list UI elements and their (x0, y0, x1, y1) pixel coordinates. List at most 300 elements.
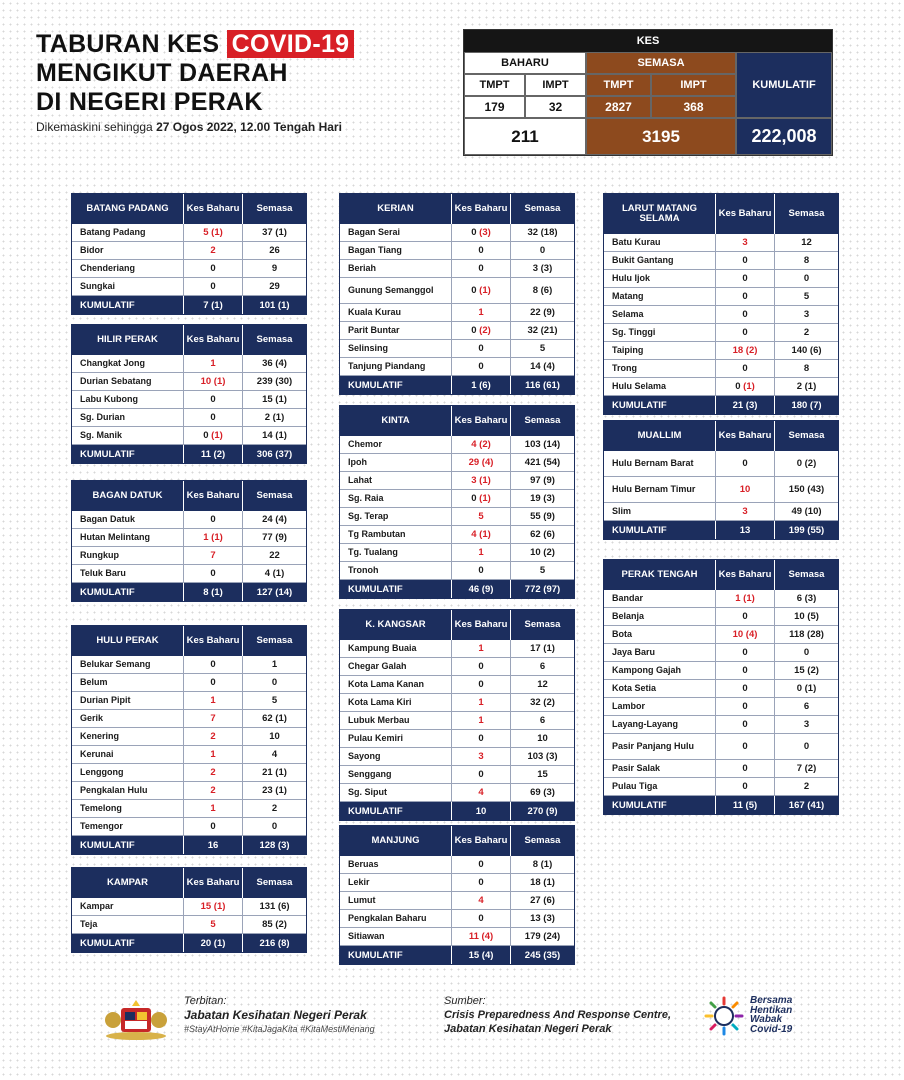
semasa-cell: 55 (9) (530, 511, 555, 522)
source-line-1: Crisis Preparedness And Response Centre, (444, 1009, 672, 1021)
table-row (72, 782, 306, 800)
semasa-cell: 12 (801, 237, 812, 248)
semasa-cell: 23 (1) (262, 785, 287, 796)
area-name: Sg. Siput (340, 784, 452, 801)
area-name: Sg. Manik (72, 427, 184, 444)
kes-baharu-cell (716, 662, 775, 679)
kumulatif-semasa: 245 (35) (524, 949, 561, 961)
semasa-cell: 12 (537, 679, 548, 690)
kes-baharu-value: 2 (210, 245, 216, 256)
semasa-cell: 0 (803, 273, 810, 284)
kes-baharu-cell (452, 874, 511, 891)
kes-baharu-cell (452, 856, 511, 873)
source-line-2: Jabatan Kesihatan Negeri Perak (444, 1023, 612, 1035)
kes-baharu-import: (1) (479, 493, 491, 504)
area-name: Kerunai (72, 746, 184, 763)
summary-baharu-tmpt-label: TMPT (464, 74, 525, 96)
kes-baharu-cell (716, 644, 775, 661)
summary-baharu-impt-label: IMPT (525, 74, 586, 96)
area-name: Changkat Jong (72, 355, 184, 372)
table-row (604, 360, 838, 378)
kumulatif-row (72, 445, 306, 463)
table-row (604, 760, 838, 778)
district-table-batang-padang (71, 193, 307, 315)
kes-baharu-cell (452, 910, 511, 927)
kes-baharu-cell (716, 716, 775, 733)
table-row (604, 252, 838, 270)
kes-baharu-value: 10 (732, 629, 744, 640)
kes-baharu-header: Kes Baharu (184, 481, 243, 511)
table-row (340, 260, 574, 278)
kes-baharu-value: 0 (742, 273, 748, 284)
summary-semasa-total: 3195 (586, 118, 736, 155)
kes-baharu-cell (184, 373, 243, 390)
semasa-cell: 77 (9) (262, 532, 287, 543)
semasa-cell: 26 (269, 245, 280, 256)
kes-baharu-cell (716, 288, 775, 305)
semasa-cell: 0 (1) (796, 683, 817, 694)
kes-baharu-value: 0 (742, 683, 748, 694)
table-row (72, 692, 306, 710)
kes-baharu-value: 1 (210, 749, 216, 760)
kes-baharu-value: 0 (203, 430, 209, 441)
kes-baharu-import: (1) (211, 532, 223, 543)
summary-baharu-header: BAHARU (464, 52, 586, 74)
kes-baharu-value: 0 (478, 361, 484, 372)
semasa-cell: 10 (2) (530, 547, 555, 558)
publisher-label: Terbitan: (184, 995, 227, 1007)
kes-baharu-header: Kes Baharu (716, 421, 775, 451)
kumulatif-semasa: 772 (97) (524, 583, 561, 595)
semasa-header: Semasa (788, 208, 825, 219)
kes-baharu-import: (1) (743, 381, 755, 392)
semasa-cell: 22 (9) (530, 307, 555, 318)
kes-baharu-value: 0 (471, 285, 477, 296)
semasa-cell: 32 (21) (527, 325, 558, 336)
table-header (340, 826, 574, 856)
table-row (604, 778, 838, 796)
kumulatif-semasa: 116 (61) (525, 379, 560, 391)
kes-baharu-value: 10 (739, 484, 751, 495)
area-name: Hulu Selama (604, 378, 716, 395)
kes-baharu-cell (452, 526, 511, 543)
kes-baharu-value: 11 (468, 931, 479, 942)
semasa-cell: 10 (537, 733, 548, 744)
table-row (340, 694, 574, 712)
kes-baharu-value: 0 (471, 227, 477, 238)
hashtags: #StayAtHome #KitaJagaKita #KitaMestiMenang (184, 1024, 375, 1034)
semasa-cell: 17 (1) (530, 643, 555, 654)
kes-baharu-cell (184, 898, 243, 915)
semasa-cell: 15 (1) (262, 394, 287, 405)
page-title (36, 30, 354, 117)
kes-baharu-value: 0 (478, 343, 484, 354)
kes-baharu-cell (452, 892, 511, 909)
kumulatif-label: KUMULATIF (340, 580, 452, 598)
area-name: Hutan Melintang (72, 529, 184, 546)
area-name: Belukar Semang (72, 656, 184, 673)
district-name: LARUT MATANG SELAMA (604, 194, 716, 234)
kes-baharu-cell (452, 640, 511, 657)
area-name: Parit Buntar (340, 322, 452, 339)
table-row (72, 898, 306, 916)
table-row (72, 728, 306, 746)
kes-baharu-cell (452, 658, 511, 675)
semasa-cell: 32 (18) (527, 227, 558, 238)
kes-baharu-value: 0 (742, 719, 748, 730)
kes-baharu-header: Kes Baharu (716, 194, 775, 234)
table-row (72, 373, 306, 391)
semasa-cell: 118 (28) (789, 629, 824, 640)
semasa-cell: 7 (2) (796, 763, 817, 774)
kes-baharu-value: 2 (210, 731, 216, 742)
table-row (340, 322, 574, 340)
area-name: Layang-Layang (604, 716, 716, 733)
semasa-header: Semasa (524, 415, 561, 426)
table-row (604, 234, 838, 252)
kes-baharu-import: (1) (213, 901, 226, 912)
table-row (604, 608, 838, 626)
semasa-cell: 8 (1) (532, 859, 553, 870)
semasa-cell: 15 (537, 769, 548, 780)
area-name: Tanjung Piandang (340, 358, 452, 375)
kumulatif-semasa: 270 (9) (527, 805, 558, 817)
district-table-larut-matang-selama (603, 193, 839, 415)
kes-baharu-cell (716, 270, 775, 287)
area-name: Labu Kubong (72, 391, 184, 408)
kes-baharu-value: 0 (210, 514, 216, 525)
table-row (604, 644, 838, 662)
area-name: Batu Kurau (604, 234, 716, 251)
publisher-block (184, 994, 375, 1036)
kes-baharu-value: 0 (210, 412, 216, 423)
kes-baharu-value: 0 (742, 309, 748, 320)
table-row (604, 716, 838, 734)
table-row (72, 224, 306, 242)
covid-virus-logo-icon (702, 996, 746, 1036)
table-row (72, 656, 306, 674)
kes-baharu-cell (452, 766, 511, 783)
table-row (604, 477, 838, 503)
table-row (340, 562, 574, 580)
kes-baharu-cell (716, 680, 775, 697)
semasa-cell: 179 (24) (524, 931, 561, 942)
kes-baharu-value: 10 (200, 376, 212, 387)
kes-baharu-header: Kes Baharu (452, 406, 511, 436)
summary-kumulatif-header: KUMULATIF (736, 52, 832, 118)
kumulatif-row (604, 396, 838, 414)
district-name: K. KANGSAR (340, 610, 452, 640)
kumulatif-label: KUMULATIF (604, 396, 716, 414)
title-highlight: COVID-19 (227, 30, 355, 58)
area-name: Kampong Gajah (604, 662, 716, 679)
table-row (340, 490, 574, 508)
kes-baharu-import: (1) (479, 285, 491, 296)
semasa-header: Semasa (256, 490, 293, 501)
semasa-cell: 62 (6) (530, 529, 555, 540)
kes-baharu-value: 18 (732, 345, 744, 356)
kes-baharu-cell (716, 234, 775, 251)
area-name: Lenggong (72, 764, 184, 781)
kes-baharu-value: 0 (471, 493, 477, 504)
kes-baharu-cell (452, 436, 511, 453)
kumulatif-row (340, 802, 574, 820)
kes-baharu-value: 0 (742, 458, 748, 469)
district-name: HULU PERAK (72, 626, 184, 656)
area-name: Pasir Panjang Hulu (604, 734, 716, 759)
semasa-cell: 103 (14) (524, 439, 561, 450)
kes-baharu-value: 1 (735, 593, 741, 604)
table-row (340, 766, 574, 784)
kes-baharu-value: 0 (742, 701, 748, 712)
area-name: Ipoh (340, 454, 452, 471)
area-name: Tronoh (340, 562, 452, 579)
table-row (72, 764, 306, 782)
area-name: Jaya Baru (604, 644, 716, 661)
kes-baharu-cell (184, 565, 243, 582)
kes-baharu-value: 0 (742, 291, 748, 302)
table-row (340, 526, 574, 544)
semasa-cell: 2 (271, 803, 278, 814)
kumulatif-label: KUMULATIF (72, 296, 184, 314)
semasa-cell: 5 (539, 343, 546, 354)
district-name: KINTA (340, 406, 452, 436)
kes-baharu-cell (184, 674, 243, 691)
kumulatif-label: KUMULATIF (72, 836, 184, 854)
semasa-cell: 24 (4) (262, 514, 287, 525)
area-name: Sitiawan (340, 928, 452, 945)
kumulatif-semasa: 128 (3) (259, 839, 290, 851)
kes-baharu-value: 5 (210, 919, 216, 930)
semasa-cell: 131 (6) (259, 901, 290, 912)
area-name: Beruas (340, 856, 452, 873)
semasa-cell: 0 (803, 647, 810, 658)
kumulatif-baharu: 1 (6) (452, 376, 511, 394)
semasa-cell: 8 (803, 363, 810, 374)
kes-baharu-cell (716, 378, 775, 395)
semasa-cell: 10 (5) (794, 611, 819, 622)
semasa-cell: 0 (271, 677, 278, 688)
table-row (72, 355, 306, 373)
kes-baharu-cell (452, 242, 511, 259)
kes-baharu-cell (184, 224, 243, 241)
area-name: Batang Padang (72, 224, 184, 241)
area-name: Chemor (340, 436, 452, 453)
malaysia-coat-of-arms-icon (103, 998, 169, 1040)
table-row (604, 698, 838, 716)
table-row (340, 892, 574, 910)
district-table-hilir-perak (71, 324, 307, 464)
table-row (604, 734, 838, 760)
table-row (340, 784, 574, 802)
district-name: PERAK TENGAH (604, 560, 716, 590)
semasa-cell: 8 (6) (532, 285, 553, 296)
area-name: Selama (604, 306, 716, 323)
kes-baharu-cell (184, 746, 243, 763)
kumulatif-row (340, 946, 574, 964)
table-header (604, 560, 838, 590)
updated-timestamp: Dikemaskini sehingga 27 Ogos 2022, 12.00 Tengah Hari (36, 120, 342, 134)
area-name: Sungkai (72, 278, 184, 295)
table-row (340, 454, 574, 472)
semasa-cell: 2 (803, 781, 810, 792)
semasa-cell: 3 (803, 309, 810, 320)
kumulatif-semasa: 127 (14) (256, 586, 293, 598)
kes-baharu-cell (184, 547, 243, 564)
table-row (72, 260, 306, 278)
kes-baharu-cell (452, 224, 511, 241)
kes-baharu-cell (452, 562, 511, 579)
kes-baharu-value: 3 (742, 506, 748, 517)
kes-baharu-cell (184, 710, 243, 727)
kes-baharu-value: 0 (742, 781, 748, 792)
kes-baharu-value: 0 (742, 255, 748, 266)
kes-baharu-value: 4 (471, 529, 477, 540)
district-name: KAMPAR (72, 868, 184, 898)
source-label: Sumber: (444, 995, 486, 1007)
kes-baharu-value: 29 (468, 457, 480, 468)
kes-baharu-value: 0 (210, 659, 216, 670)
semasa-cell: 2 (803, 327, 810, 338)
area-name: Sg. Durian (72, 409, 184, 426)
area-name: Slim (604, 503, 716, 520)
semasa-cell: 19 (3) (530, 493, 555, 504)
kes-baharu-value: 7 (210, 713, 216, 724)
kes-baharu-cell (716, 698, 775, 715)
kes-baharu-value: 0 (478, 263, 484, 274)
semasa-header: Semasa (524, 203, 561, 214)
kes-baharu-value: 0 (478, 859, 484, 870)
table-row (340, 748, 574, 766)
table-row (604, 503, 838, 521)
semasa-cell: 6 (803, 701, 810, 712)
kes-baharu-import: (4) (481, 457, 494, 468)
district-table-k-kangsar (339, 609, 575, 821)
campaign-logo (702, 996, 812, 1036)
kes-baharu-value: 0 (478, 733, 484, 744)
kes-baharu-cell (452, 508, 511, 525)
area-name: Belum (72, 674, 184, 691)
table-row (72, 529, 306, 547)
kes-baharu-import: (1) (479, 529, 491, 540)
kes-baharu-cell (716, 734, 775, 759)
table-row (72, 242, 306, 260)
kes-baharu-header: Kes Baharu (452, 194, 511, 224)
kes-baharu-cell (184, 242, 243, 259)
area-name: Pasir Salak (604, 760, 716, 777)
kumulatif-label: KUMULATIF (72, 445, 184, 463)
kes-baharu-value: 0 (478, 245, 484, 256)
semasa-cell: 10 (269, 731, 280, 742)
kes-baharu-cell (184, 656, 243, 673)
kes-baharu-header: Kes Baharu (184, 626, 243, 656)
kes-baharu-value: 5 (478, 511, 484, 522)
semasa-header: Semasa (256, 203, 293, 214)
table-row (72, 674, 306, 692)
semasa-cell: 27 (6) (530, 895, 555, 906)
kes-baharu-header: Kes Baharu (184, 194, 243, 224)
area-name: Temelong (72, 800, 184, 817)
semasa-cell: 103 (3) (527, 751, 558, 762)
semasa-cell: 13 (3) (530, 913, 555, 924)
kes-baharu-cell (184, 511, 243, 528)
semasa-cell: 6 (539, 661, 546, 672)
kes-baharu-cell (452, 304, 511, 321)
area-name: Lekir (340, 874, 452, 891)
kes-baharu-header: Kes Baharu (184, 325, 243, 355)
kes-baharu-import: (1) (743, 593, 755, 604)
kes-baharu-import: (3) (479, 227, 491, 238)
semasa-cell: 15 (2) (794, 665, 819, 676)
area-name: Beriah (340, 260, 452, 277)
kes-baharu-value: 0 (742, 741, 748, 752)
semasa-cell: 62 (1) (262, 713, 287, 724)
table-row (340, 712, 574, 730)
kumulatif-baharu: 11 (5) (716, 796, 775, 814)
kes-baharu-value: 0 (478, 769, 484, 780)
area-name: Kampar (72, 898, 184, 915)
kes-baharu-cell (716, 590, 775, 607)
table-row (340, 856, 574, 874)
district-table-manjung (339, 825, 575, 965)
kes-baharu-value: 0 (210, 263, 216, 274)
kes-baharu-cell (716, 451, 775, 476)
summary-semasa-tmpt-label: TMPT (586, 74, 651, 96)
kes-baharu-cell (184, 260, 243, 277)
area-name: Pulau Kemiri (340, 730, 452, 747)
summary-baharu-total: 211 (464, 118, 586, 155)
kumulatif-label: KUMULATIF (340, 376, 452, 394)
table-row (340, 544, 574, 562)
area-name: Teluk Baru (72, 565, 184, 582)
district-name: MUALLIM (604, 421, 716, 451)
area-name: Chegar Galah (340, 658, 452, 675)
kes-baharu-value: 1 (478, 547, 484, 558)
semasa-cell: 3 (3) (532, 263, 553, 274)
kes-baharu-value: 0 (478, 679, 484, 690)
kes-baharu-cell (184, 391, 243, 408)
table-row (604, 451, 838, 477)
district-table-bagan-datuk (71, 480, 307, 602)
kes-baharu-value: 0 (471, 325, 477, 336)
table-row (604, 626, 838, 644)
kes-baharu-value: 4 (478, 787, 484, 798)
kes-baharu-value: 0 (478, 565, 484, 576)
district-table-muallim (603, 420, 839, 540)
area-name: Bagan Tiang (340, 242, 452, 259)
kumulatif-semasa: 167 (41) (788, 799, 825, 811)
semasa-cell: 32 (2) (530, 697, 555, 708)
kes-baharu-cell (716, 608, 775, 625)
kes-baharu-value: 0 (742, 327, 748, 338)
title-line-3: DI NEGERI PERAK (36, 88, 263, 116)
semasa-header: Semasa (524, 835, 561, 846)
semasa-cell: 14 (1) (262, 430, 287, 441)
table-header (604, 421, 838, 451)
kes-baharu-cell (184, 278, 243, 295)
kes-baharu-value: 0 (478, 913, 484, 924)
area-name: Bagan Serai (340, 224, 452, 241)
semasa-cell: 0 (803, 741, 810, 752)
table-row (72, 710, 306, 728)
table-row (72, 800, 306, 818)
semasa-header: Semasa (524, 619, 561, 630)
table-row (340, 658, 574, 676)
area-name: Gunung Semanggol (340, 278, 452, 303)
table-header (72, 626, 306, 656)
area-name: Bagan Datuk (72, 511, 184, 528)
table-row (340, 928, 574, 946)
